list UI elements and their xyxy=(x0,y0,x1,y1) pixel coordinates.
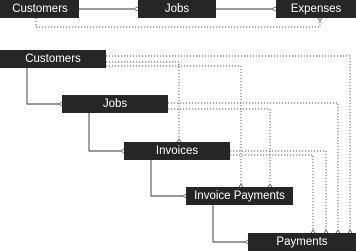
entity-top-customers-label: Customers xyxy=(12,3,68,15)
entity-top-expenses[interactable] xyxy=(276,0,356,18)
entity-top-jobs[interactable] xyxy=(138,0,216,18)
entity-payments-label: Payments xyxy=(276,236,328,248)
entity-invoices-label: Invoices xyxy=(155,145,199,157)
entity-jobs[interactable] xyxy=(62,95,168,113)
dotted-jobs-to-payments xyxy=(168,103,338,233)
entity-customers[interactable] xyxy=(0,50,106,68)
entity-invoice-payments-label: Invoice Payments xyxy=(194,190,285,202)
entity-top-expenses-label: Expenses xyxy=(290,3,342,15)
entity-invoices[interactable] xyxy=(124,142,230,160)
dotted-customers-to-invoice-payments xyxy=(106,66,241,187)
connector-customers-to-jobs xyxy=(27,68,62,104)
entity-jobs-label: Jobs xyxy=(102,98,128,110)
connector-invoices-to-invoice-payments xyxy=(151,160,186,196)
connector-invoice-payments-to-payments xyxy=(213,205,248,242)
connector-customers-expenses-dotted xyxy=(36,18,320,27)
entity-top-jobs-label: Jobs xyxy=(164,3,190,15)
entity-top-customers[interactable] xyxy=(0,0,79,18)
entity-customers-label: Customers xyxy=(25,53,81,65)
entity-invoice-payments[interactable] xyxy=(186,187,293,205)
connector-jobs-to-invoices xyxy=(89,113,124,151)
entity-payments[interactable] xyxy=(248,233,356,251)
